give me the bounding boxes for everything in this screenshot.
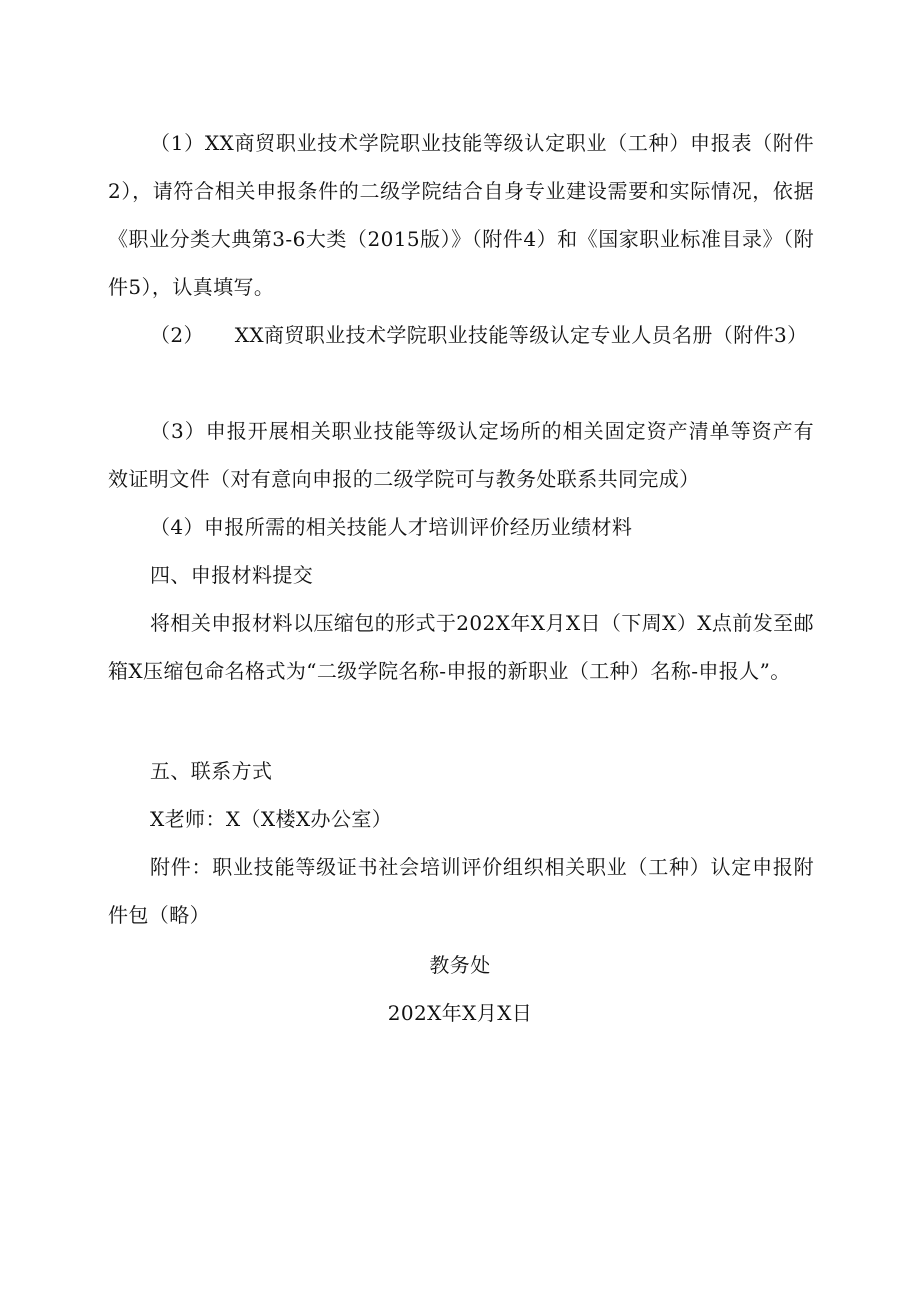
item-3-paragraph: （3）申报开展相关职业技能等级认定场所的相关固定资产清单等资产有效证明文件（对有意向申报的二级学院可与教务处联系共同完成） xyxy=(108,419,814,491)
section-4-body: 将相关申报材料以压缩包的形式于202X年X月X日（下周X）X点前发至邮箱X压缩包命名格式为“二级学院名称-申报的新职业（工种）名称-申报人”。 xyxy=(108,611,814,683)
issue-date: 202X年X月X日 xyxy=(387,1001,533,1025)
item-2-paragraph: （2） XX商贸职业技术学院职业技能等级认定专业人员名册（附件3） xyxy=(150,323,808,347)
item-1-paragraph: （1）XX商贸职业技术学院职业技能等级认定职业（工种）申报表（附件2），请符合相关申报条件的二级学院结合自身专业建设需要和实际情况，依据《职业分类大典第3-6大类（2015版）》（附件4）和《国家职业标准目录》（附件5），认真填写。 xyxy=(108,131,814,299)
contact-line: X老师：X（X楼X办公室） xyxy=(150,807,393,831)
issuer-signature: 教务处 xyxy=(429,953,491,977)
section-5-heading: 五、联系方式 xyxy=(150,759,273,783)
attachment-note: 附件：职业技能等级证书社会培训评价组织相关职业（工种）认定申报附件包（略） xyxy=(108,855,814,927)
section-4-heading: 四、申报材料提交 xyxy=(150,563,314,587)
item-4-paragraph: （4）申报所需的相关技能人才培训评价经历业绩材料 xyxy=(150,515,633,539)
